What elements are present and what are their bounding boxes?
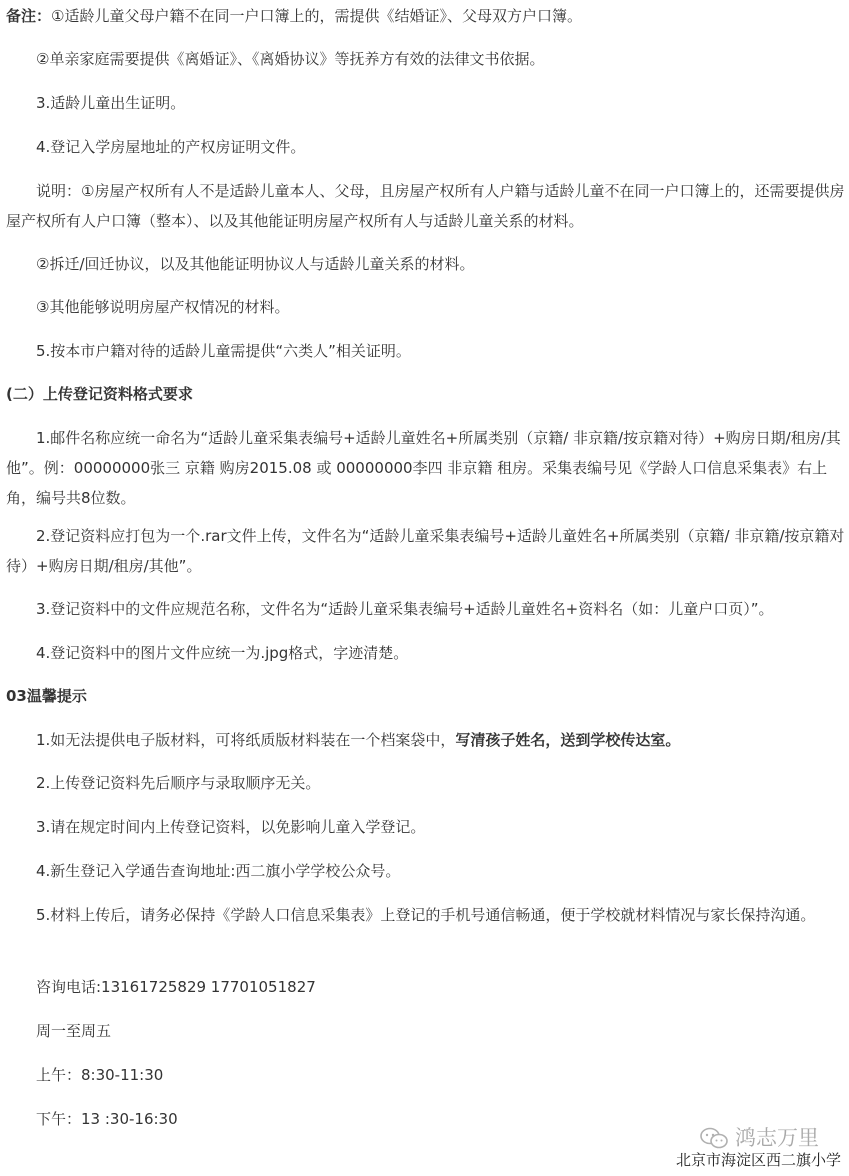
section3-p1	[36, 728, 680, 752]
contact-days: 周一至周五	[36, 1022, 112, 1040]
section3-p4: 4.新生登记入学通告查询地址:西二旗小学学校公众号。	[36, 862, 401, 880]
section2-p2: 2.登记资料应打包为一个.rar文件上传，文件名为“适龄儿童采集表编号+适龄儿童姓名+所属类别（京籍/ 非京籍/按京籍对待）+购房日期/租房/其他”。	[6, 527, 845, 575]
section3-p1-text: 1.如无法提供电子版材料，可将纸质版材料装在一个档案袋中，	[36, 731, 456, 749]
notes-item-3: 3.适龄儿童出生证明。	[36, 94, 186, 112]
watermark-sub: 北京市海淀区西二旗小学	[675, 1151, 841, 1169]
notes-item-2: ②单亲家庭需要提供《离婚证》、《离婚协议》等抚养方有效的法律文书依据。	[36, 50, 545, 68]
wechat-icon	[699, 1126, 729, 1150]
explain-item-2: ②拆迁/回迁协议，以及其他能证明协议人与适龄儿童关系的材料。	[36, 255, 475, 273]
section3-p5: 5.材料上传后，请务必保持《学龄人口信息采集表》上登记的手机号通信畅通，便于学校就材料情况与家长保持沟通。	[36, 906, 816, 924]
explain-item-3: ③其他能够说明房屋产权情况的材料。	[36, 298, 290, 316]
section2-heading: (二）上传登记资料格式要求	[6, 385, 193, 403]
contact-afternoon: 下午：13 :30-16:30	[36, 1110, 178, 1128]
section2-p4: 4.登记资料中的图片文件应统一为.jpg格式，字迹清楚。	[36, 644, 409, 662]
contact-phone: 咨询电话:13161725829 17701051827	[36, 978, 316, 996]
explain-paragraph: 说明：①房屋产权所有人不是适龄儿童本人、父母，且房屋产权所有人户籍与适龄儿童不在同一户口簿上的，还需要提供房屋产权所有人户口簿（整本）、以及其他能证明房屋产权所有人与适龄儿童关系的材料。	[6, 182, 845, 230]
section3-p3: 3.请在规定时间内上传登记资料，以免影响儿童入学登记。	[36, 818, 426, 836]
notes-line-1	[6, 4, 582, 28]
watermark-name: 鸿志万里	[735, 1126, 819, 1150]
section3-p2: 2.上传登记资料先后顺序与录取顺序无关。	[36, 774, 321, 792]
notes-label: 备注：	[6, 7, 52, 25]
explain-item-5: 5.按本市户籍对待的适龄儿童需提供“六类人”相关证明。	[36, 342, 411, 360]
section3-p1-emphasis: 写清孩子姓名，送到学校传达室。	[455, 731, 681, 749]
notes-item-1: ①适龄儿童父母户籍不在同一户口簿上的，需提供《结婚证》、父母双方户口簿。	[51, 7, 582, 25]
contact-morning: 上午：8:30-11:30	[36, 1066, 164, 1084]
section2-p1: 1.邮件名称应统一命名为“适龄儿童采集表编号+适龄儿童姓名+所属类别（京籍/ 非京籍/按京籍对待）+购房日期/租房/其他”。例：00000000张三 京籍 购房2015.08 或 00000000李四 非京籍 租房。采集表编号见《学龄人口信息采集表》右上角，编号共8位数。	[6, 429, 841, 507]
section3-heading: 03温馨提示	[6, 687, 87, 705]
notes-item-4: 4.登记入学房屋地址的产权房证明文件。	[36, 138, 306, 156]
watermark	[699, 1125, 819, 1151]
section2-p3: 3.登记资料中的文件应规范名称，文件名为“适龄儿童采集表编号+适龄儿童姓名+资料名（如：儿童户口页）”。	[36, 600, 774, 618]
